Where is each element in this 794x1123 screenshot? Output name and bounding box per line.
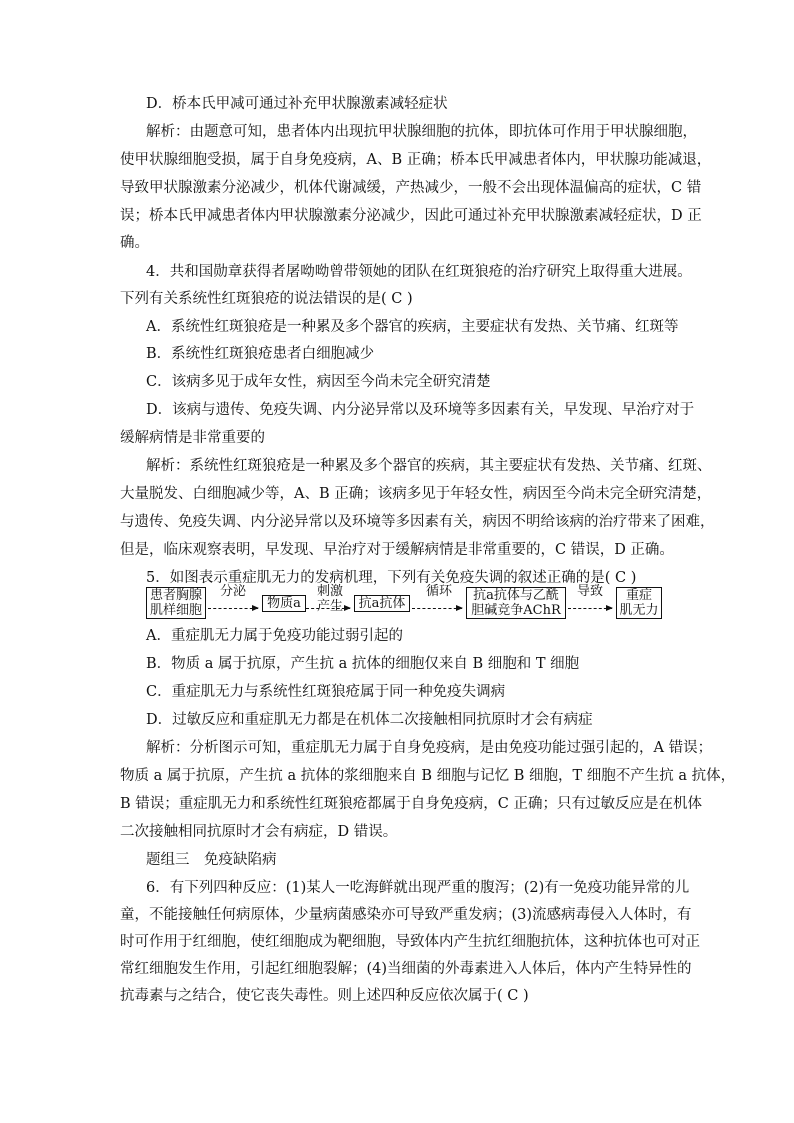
- q4-analysis-line: 大量脱发、白细胞减少等，A、B 正确；该病多见于年轻女性，病因至今尚未完全研究清楚，: [120, 486, 712, 502]
- q3-option-d: D．桥本氏甲减可通过补充甲状腺激素减轻症状: [146, 96, 448, 112]
- q4-stem: 下列有关系统性红斑狼疮的说法错误的是( C ): [120, 291, 413, 307]
- flow-arrow: [306, 608, 350, 609]
- q4-stem: 4．共和国勋章获得者屠呦呦曾带领她的团队在红斑狼疮的治疗研究上取得重大进展。: [146, 264, 692, 280]
- flow-box-myasthenia: [616, 587, 662, 619]
- flow-box-text: 抗a抗体与乙酰: [473, 588, 559, 603]
- q4-analysis-line: 解析：系统性红斑狼疮是一种累及多个器官的疾病，其主要症状有发热、关节痛、红斑、: [146, 458, 712, 474]
- q5-option-a: A．重症肌无力属于免疫功能过弱引起的: [146, 628, 403, 644]
- flow-box-text: 重症: [625, 588, 652, 603]
- flow-arrow-label-text: 产生: [316, 599, 343, 614]
- q3-analysis-line: 误；桥本氏甲减患者体内甲状腺激素分泌减少，因此可通过补充甲状腺激素减轻症状，D 正: [120, 208, 702, 224]
- q4-option-d: 缓解病情是非常重要的: [120, 430, 265, 446]
- q6-stem: 常红细胞发生作用，引起红细胞裂解；(4)当细菌的外毒素进入人体后，体内产生特异性的: [120, 961, 692, 977]
- flow-box-text: 肌无力: [619, 603, 659, 618]
- q6-stem: 童，不能接触任何病原体，少量病菌感染亦可导致严重发病；(3)流感病毒侵入人体时，有: [120, 907, 692, 923]
- flow-arrow: [208, 608, 258, 609]
- q5-option-c: C．重症肌无力与系统性红斑狼疮属于同一种免疫失调病: [146, 684, 506, 700]
- q5-analysis-line: 物质 a 属于抗原，产生抗 a 抗体的浆细胞来自 B 细胞与记忆 B 细胞，T 细胞不产生抗 a 抗体，: [120, 768, 736, 784]
- q5-stem: 5．如图表示重症肌无力的发病机理，下列有关免疫失调的叙述正确的是( C ): [146, 570, 637, 586]
- flow-arrow-label: 分泌: [219, 584, 246, 599]
- flow-arrow-label: 导致: [576, 584, 603, 599]
- q3-analysis-line: 使甲状腺细胞受损，属于自身免疫病，A、B 正确；桥本氏甲减患者体内，甲状腺功能减退，: [120, 152, 712, 168]
- q4-analysis-line: 但是，临床观察表明，早发现、早治疗对于缓解病情是非常重要的，C 错误，D 正确。: [120, 542, 674, 558]
- q4-option-d: D．该病与遗传、免疫失调、内分泌异常以及环境等多因素有关，早发现、早治疗对于: [146, 402, 695, 418]
- flow-arrow-label: 循环: [425, 584, 452, 599]
- flow-box-thymus-cells: [146, 587, 206, 619]
- q4-option-a: A．系统性红斑狼疮是一种累及多个器官的疾病，主要症状有发热、关节痛、红斑等: [146, 319, 679, 335]
- q6-stem: 抗毒素与之结合，使它丧失毒性。则上述四种反应依次属于( C ): [120, 988, 529, 1004]
- q5-option-b: B．物质 a 属于抗原，产生抗 a 抗体的细胞仅来自 B 细胞和 T 细胞: [146, 656, 580, 672]
- flow-box-competition: [466, 587, 566, 619]
- flow-arrow: [412, 608, 462, 609]
- section-heading: 题组三 免疫缺陷病: [146, 852, 277, 868]
- q4-option-b: B．系统性红斑狼疮患者白细胞减少: [146, 346, 375, 362]
- pathogenesis-flow-diagram: [146, 584, 686, 620]
- q5-option-d: D．过敏反应和重症肌无力都是在机体二次接触相同抗原时才会有病症: [146, 712, 593, 728]
- q5-analysis-line: 解析：分析图示可知，重症肌无力属于自身免疫病，是由免疫功能过强引起的，A 错误；: [146, 740, 713, 756]
- flow-arrow: [568, 608, 612, 609]
- q3-analysis-line: 导致甲状腺激素分泌减少，机体代谢减缓，产热减少，一般不会出现体温偏高的症状，C 错: [120, 180, 702, 196]
- flow-box-text: 肌样细胞: [149, 603, 202, 618]
- q3-analysis-line: 确。: [120, 235, 149, 251]
- flow-box-substance-a: 物质a: [262, 595, 306, 612]
- q3-analysis-line: 解析：由题意可知，患者体内出现抗甲状腺细胞的抗体，即抗体可作用于甲状腺细胞，: [146, 124, 697, 140]
- q6-stem: 时可作用于红细胞，使红细胞成为靶细胞，导致体内产生抗红细胞抗体，这种抗体也可对正: [120, 934, 700, 950]
- flow-box-anti-a-antibody: 抗a抗体: [354, 595, 410, 612]
- q5-analysis-line: B 错误；重症肌无力和系统性红斑狼疮都属于自身免疫病，C 正确；只有过敏反应是在机体: [120, 796, 702, 812]
- flow-box-text: 患者胸腺: [149, 588, 202, 603]
- q6-stem: 6．有下列四种反应：(1)某人一吃海鲜就出现严重的腹泻；(2)有一免疫功能异常的儿: [146, 880, 690, 896]
- q4-analysis-line: 与遗传、免疫失调、内分泌异常以及环境等多因素有关，病因不明给该病的治疗带来了困难，: [120, 514, 715, 530]
- q5-analysis-line: 二次接触相同抗原时才会有病症，D 错误。: [120, 824, 398, 840]
- flow-box-text: 胆碱竞争AChR: [471, 603, 561, 618]
- flow-arrow-label-text: 刺激: [316, 584, 343, 599]
- q4-option-c: C．该病多见于成年女性，病因至今尚未完全研究清楚: [146, 374, 491, 390]
